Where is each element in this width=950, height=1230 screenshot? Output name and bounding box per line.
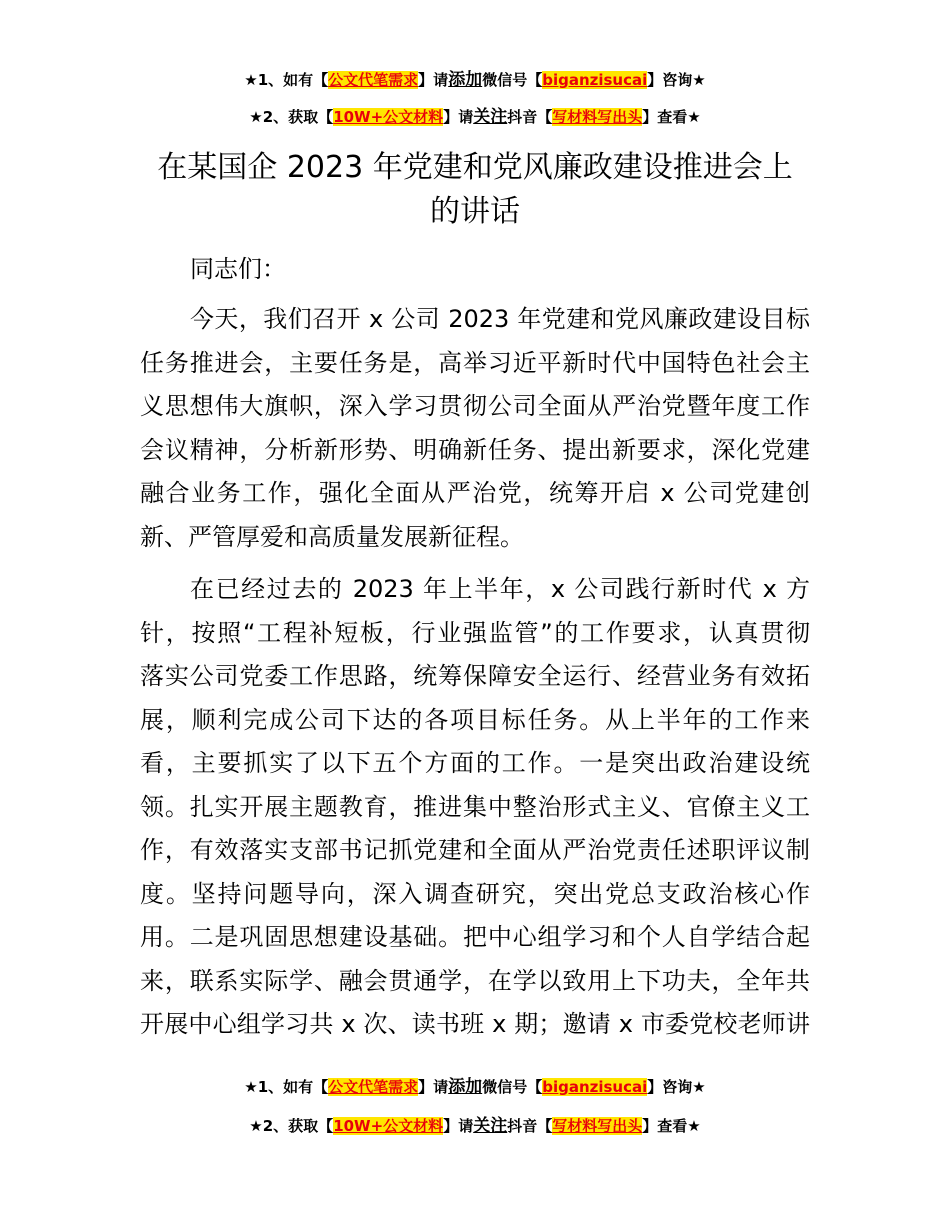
banner-highlight: biganzisucai: [542, 71, 648, 89]
star-icon: ★: [692, 71, 706, 89]
paragraph-line: 会议精神，分析新形势、明确新任务、提出新要求，深化党建: [140, 435, 810, 464]
paragraph-1: [140, 298, 810, 559]
banner-highlight: 10W+公文材料: [333, 108, 444, 126]
star-icon: ★: [687, 1117, 701, 1135]
banner-text: 抖音【: [507, 1117, 553, 1135]
document-title: [140, 146, 810, 234]
paragraph-line: 开展中心组学习共 x 次、读书班 x 期；邀请 x 市委党校老师讲: [140, 1010, 810, 1038]
paragraph-line: 作，有效落实支部书记抓党建和全面从严治党责任述职评议制: [140, 836, 810, 864]
top-banner-line-1: [0, 70, 950, 90]
paragraph-line: 领。扎实开展主题教育，推进集中整治形式主义、官僚主义工: [140, 792, 810, 821]
paragraph-line: 看，主要抓实了以下五个方面的工作。一是突出政治建设统: [140, 749, 810, 777]
banner-text: 】查看: [642, 1117, 688, 1135]
banner-text: 抖音【: [507, 108, 553, 126]
paragraph-line: 新、严管厚爱和高质量发展新征程。: [140, 522, 524, 551]
paragraph-line: 任务推进会，主要任务是，高举习近平新时代中国特色社会主: [140, 348, 810, 377]
banner-highlight: biganzisucai: [542, 1078, 648, 1096]
banner-text: 】请: [418, 1078, 449, 1096]
banner-text: 2、获取【: [262, 1117, 334, 1135]
banner-highlight: 公文代笔需求: [328, 71, 419, 89]
bottom-banner-line-1: [0, 1077, 950, 1097]
banner-emphasis: 添加: [448, 1077, 483, 1097]
paragraph-line: 用。二是巩固思想建设基础。把中心组学习和个人自学结合起: [140, 923, 810, 951]
paragraph-line: 融合业务工作，强化全面从严治党，统筹开启 x 公司党建创: [140, 479, 810, 507]
banner-text: 】请: [443, 1117, 474, 1135]
banner-emphasis: 关注: [473, 1116, 508, 1136]
banner-text: 1、如有【: [257, 1078, 329, 1096]
star-icon: ★: [692, 1078, 706, 1096]
document-title-line: 的讲话: [430, 194, 520, 229]
banner-text: 】查看: [642, 108, 688, 126]
star-icon: ★: [244, 71, 258, 89]
paragraph-line: 在已经过去的 2023 年上半年，x 公司践行新时代 x 方: [190, 575, 810, 603]
bottom-banner-line-2: [0, 1116, 950, 1136]
paragraph-line: 展，顺利完成公司下达的各项目标任务。从上半年的工作来: [140, 705, 810, 734]
star-icon: ★: [687, 108, 701, 126]
paragraph-line: 今天，我们召开 x 公司 2023 年党建和党风廉政建设目标: [190, 305, 810, 333]
banner-text: 】请: [443, 108, 474, 126]
banner-text: 2、获取【: [262, 108, 334, 126]
banner-emphasis: 添加: [448, 70, 483, 90]
banner-text: 】咨询: [647, 1078, 693, 1096]
document-title-line: 在某国企 2023 年党建和党风廉政建设推进会上: [157, 150, 793, 185]
star-icon: ★: [244, 1078, 258, 1096]
banner-emphasis: 关注: [473, 107, 508, 127]
banner-highlight: 10W+公文材料: [333, 1117, 444, 1135]
paragraph-line: 针，按照“工程补短板，行业强监管”的工作要求，认真贯彻: [140, 618, 810, 647]
paragraph-line: 来，联系实际学、融会贯通学，在学以致用上下功夫，全年共: [140, 966, 810, 995]
banner-text: 微信号【: [482, 71, 543, 89]
star-icon: ★: [249, 108, 263, 126]
paragraph-line: 落实公司党委工作思路，统筹保障安全运行、经营业务有效拓: [140, 662, 810, 690]
paragraph-line: 度。坚持问题导向，深入调查研究，突出党总支政治核心作: [140, 879, 810, 908]
salutation: 同志们：: [190, 255, 286, 283]
banner-highlight: 公文代笔需求: [328, 1078, 419, 1096]
banner-text: 1、如有【: [257, 71, 329, 89]
star-icon: ★: [249, 1117, 263, 1135]
top-banner-line-2: [0, 107, 950, 127]
banner-text: 】请: [418, 71, 449, 89]
paragraph-2: [140, 568, 810, 1047]
paragraph-line: 义思想伟大旗帜，深入学习贯彻公司全面从严治党暨年度工作: [140, 392, 810, 420]
banner-highlight: 写材料写出头: [552, 1117, 643, 1135]
banner-text: 】咨询: [647, 71, 693, 89]
banner-text: 微信号【: [482, 1078, 543, 1096]
banner-highlight: 写材料写出头: [552, 108, 643, 126]
